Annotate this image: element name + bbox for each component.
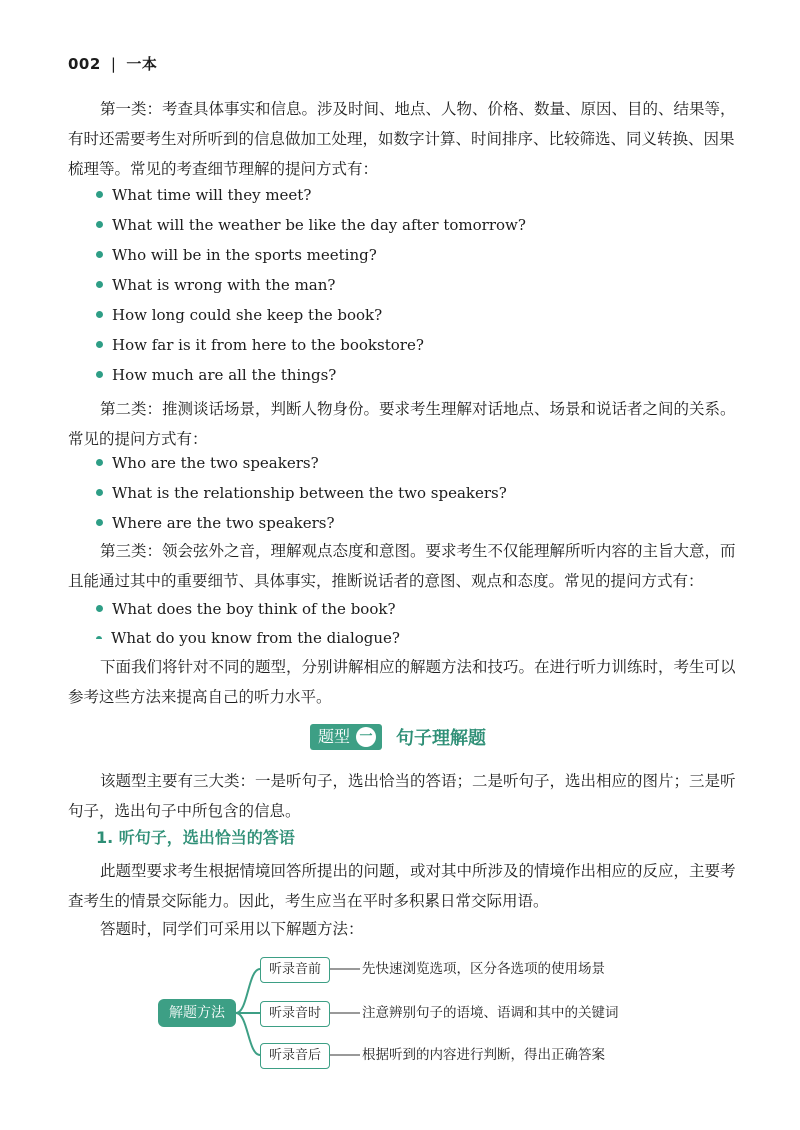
category-2-paragraph: 第二类：推测谈话场景，判断人物身份。要求考生理解对话地点、场景和说话者之间的关系。常见的提问方式有：: [68, 400, 736, 448]
header-separator: |: [110, 55, 117, 73]
branch-label: 听录音时: [260, 1001, 330, 1027]
method-diagram: [150, 953, 670, 1073]
badge-number: 一: [356, 727, 376, 747]
method-intro-paragraph: 答题时，同学们可采用以下解题方法：: [100, 920, 364, 938]
category-1-paragraph: 第一类：考查具体事实和信息。涉及时间、地点、人物、价格、数量、原因、目的、结果等，有时还需要考生对所听到的信息做加工处理，如数字计算、时间排序、比较筛选、同义转换、因果梳理等。常见的考查细节理解的提问方式有：: [68, 100, 736, 178]
subsection-heading: 1. 听句子，选出恰当的答语: [96, 828, 295, 847]
section-intro-paragraph: 该题型主要有三大类：一是听句子，选出恰当的答语；二是听句子，选出相应的图片；三是听句子，选出句子中所包含的信息。: [68, 772, 736, 820]
connector-top: [236, 969, 260, 1013]
question-item: How much are all the things?: [96, 364, 336, 386]
category-3-paragraph: 第三类：领会弦外之音，理解观点态度和意图。要求考生不仅能理解所听内容的主旨大意，而且能通过其中的重要细节、具体事实，推断说话者的意图、观点和态度。常见的提问方式有：: [68, 542, 736, 590]
question-item: What do you know from the dialogue?: [96, 627, 400, 649]
section-title: [310, 722, 486, 752]
series-name: 一本: [126, 55, 158, 73]
question-item: What does the boy think of the book?: [96, 598, 395, 620]
question-type-badge: [310, 724, 382, 750]
question-item: How long could she keep the book?: [96, 304, 382, 326]
branch-description: 根据听到的内容进行判断，得出正确答案: [362, 1047, 605, 1063]
branch-label: 听录音后: [260, 1043, 330, 1069]
diagram-center-node: 解题方法: [158, 999, 236, 1027]
subsection-paragraph: 此题型要求考生根据情境回答所提出的问题，或对其中所涉及的情境作出相应的反应，主要考查考生的情景交际能力。因此，考生应当在平时多积累日常交际用语。: [68, 862, 736, 910]
question-item: Where are the two speakers?: [96, 512, 335, 534]
summary-paragraph: 下面我们将针对不同的题型，分别讲解相应的解题方法和技巧。在进行听力训练时，考生可以参考这些方法来提高自己的听力水平。: [68, 658, 736, 706]
page-header: [68, 53, 157, 74]
connector-bottom: [236, 1013, 260, 1055]
section-name: 句子理解题: [396, 728, 487, 749]
question-item: Who will be in the sports meeting?: [96, 244, 377, 266]
page-number: 002: [68, 55, 101, 73]
branch-description: 先快速浏览选项，区分各选项的使用场景: [362, 961, 605, 977]
question-item: What is the relationship between the two speakers?: [96, 482, 507, 504]
badge-label: 题型: [318, 727, 351, 746]
question-item: What will the weather be like the day after tomorrow?: [96, 214, 526, 236]
question-item: Who are the two speakers?: [96, 452, 319, 474]
question-item: What is wrong with the man?: [96, 274, 335, 296]
question-item: What time will they meet?: [96, 184, 311, 206]
branch-description: 注意辨别句子的语境、语调和其中的关键词: [362, 1005, 619, 1021]
question-item: How far is it from here to the bookstore?: [96, 334, 424, 356]
branch-label: 听录音前: [260, 957, 330, 983]
